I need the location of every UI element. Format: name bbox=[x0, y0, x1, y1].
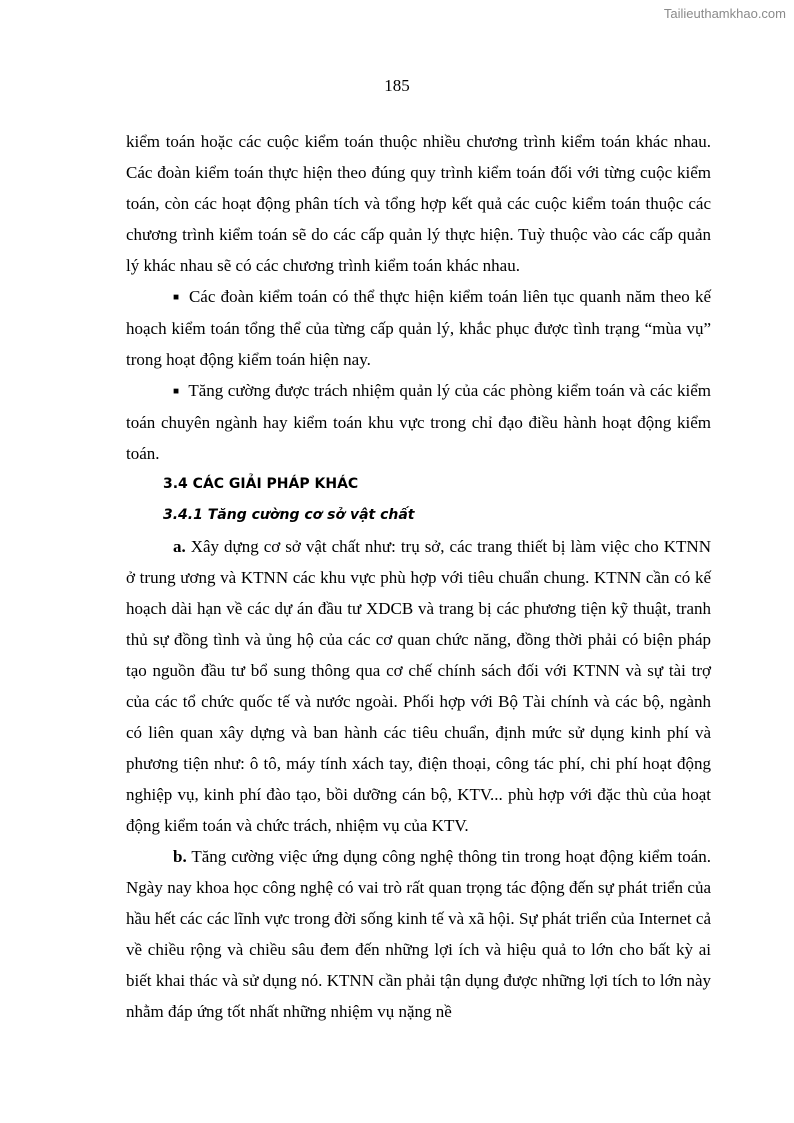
bullet-square-icon: ■ bbox=[173, 386, 180, 397]
subsection-heading: 3.4.1 Tăng cường cơ sở vật chất bbox=[163, 507, 415, 523]
section-heading: 3.4 CÁC GIẢI PHÁP KHÁC bbox=[163, 476, 359, 492]
bullet-item-1-text: Các đoàn kiểm toán có thể thực hiện kiểm toán liên tục quanh năm theo kế hoạch kiểm toán tổng thể của từng cấp quản lý, khắc phục được tình trạng “mùa vụ” trong hoạt động kiểm toán hiện nay. bbox=[126, 287, 711, 369]
item-a-label: a. bbox=[173, 537, 186, 556]
item-b-label: b. bbox=[173, 847, 187, 866]
paragraph-continuation: kiểm toán hoặc các cuộc kiểm toán thuộc nhiều chương trình kiểm toán khác nhau. Các đoàn kiểm toán thực hiện theo đúng quy trình kiểm toán đối với từng cuộc kiểm toán, còn các hoạt động phân tích và tổng hợp kết quả các cuộc kiểm toán thuộc các chương trình kiểm toán sẽ do các cấp quản lý thực hiện. Tuỳ thuộc vào các cấp quản lý khác nhau sẽ có các chương trình kiểm toán khác nhau. bbox=[126, 132, 711, 275]
item-a-paragraph bbox=[126, 531, 711, 841]
item-b-text: Tăng cường việc ứng dụng công nghệ thông tin trong hoạt động kiểm toán. Ngày nay khoa học công nghệ có vai trò rất quan trọng tác động đến sự phát triển của hầu hết các các lĩnh vực trong đời sống kinh tế và xã hội. Sự phát triển của Internet cả về chiều rộng và chiều sâu đem đến những lợi ích và hiệu quả to lớn cho bất kỳ ai biết khai thác và sử dụng nó. KTNN cần phải tận dụng được những lợi tích to lớn này nhằm đáp ứng tốt nhất những nhiệm vụ nặng nề bbox=[126, 847, 711, 1021]
document-body bbox=[126, 126, 711, 1027]
bullet-item-1 bbox=[126, 281, 711, 375]
item-b-paragraph bbox=[126, 841, 711, 1027]
page-number: 185 bbox=[384, 76, 410, 95]
item-a-text: Xây dựng cơ sở vật chất như: trụ sở, các trang thiết bị làm việc cho KTNN ở trung ương và KTNN các khu vực phù hợp với tiêu chuẩn chung. KTNN cần có kế hoạch dài hạn về các dự án đầu tư XDCB và trang bị các phương tiện kỹ thuật, tranh thủ sự đồng tình và ủng hộ của các cơ quan chức năng, đồng thời phải có biện pháp tạo nguồn đầu tư bổ sung thông qua cơ chế chính sách đối với KTNN và sự tài trợ của các tổ chức quốc tế và nước ngoài. Phối hợp với Bộ Tài chính và các bộ, ngành có liên quan xây dựng và ban hành các tiêu chuẩn, định mức sử dụng kinh phí và phương tiện như: ô tô, máy tính xách tay, điện thoại, công tác phí, chi phí hoạt động nghiệp vụ, kinh phí đào tạo, bồi dưỡng cán bộ, KTV... phù hợp với đặc thù của hoạt động kiểm toán và chức trách, nhiệm vụ của KTV. bbox=[126, 537, 711, 835]
bullet-square-icon: ■ bbox=[173, 292, 180, 303]
bullet-item-2-text: Tăng cường được trách nhiệm quản lý của các phòng kiểm toán và các kiểm toán chuyên ngành hay kiểm toán khu vực trong chỉ đạo điều hành hoạt động kiểm toán. bbox=[126, 381, 712, 463]
watermark: Tailieuthamkhao.com bbox=[663, 6, 786, 21]
bullet-item-2 bbox=[126, 375, 711, 469]
